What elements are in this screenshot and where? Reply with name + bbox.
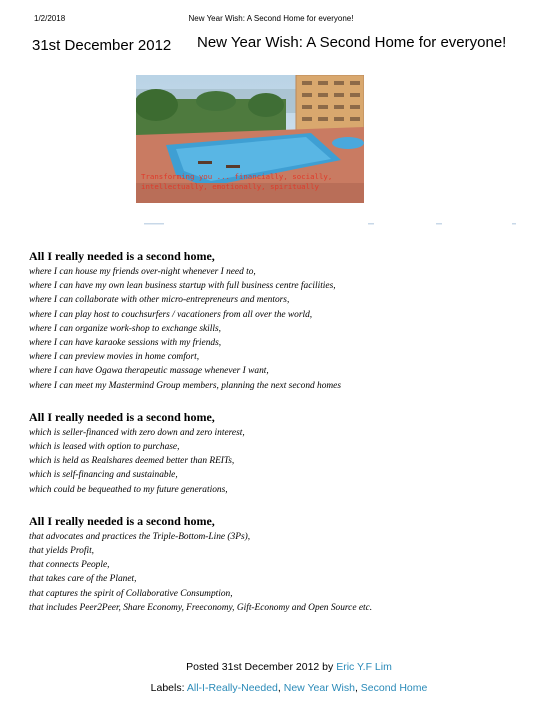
author-link[interactable]: Eric Y.F Lim [336,661,392,673]
list-item: where I can organize work-shop to exchange skills, [29,323,221,334]
list-item: which is held as Realshares deemed better than REITs, [29,456,235,467]
image-caption-line-1: Transforming you ... financially, socially, [141,172,333,181]
list-item: that captures the spirit of Collaborative Consumption, [29,588,233,599]
print-date: 1/2/2018 [34,14,66,23]
print-title: New Year Wish: A Second Home for everyone! [188,14,354,23]
list-item: where I can play host to couchsurfers / vacationers from all over the world, [29,309,313,320]
list-item: that includes Peer2Peer, Share Economy, Freeconomy, Gift-Economy and Open Source etc. [29,602,373,613]
section-heading: All I really needed is a second home, [29,409,215,424]
list-item: which could be bequeathed to my future generations, [29,484,228,495]
list-item: where I can preview movies in home comfort, [29,352,200,363]
label-link-new-year-wish[interactable]: New Year Wish [283,682,355,694]
section-1 [29,248,509,393]
list-item: where I can meet my Mastermind Group members, planning the next second homes [29,380,341,391]
print-header [0,14,542,26]
label-separator: , [354,682,361,694]
posted-by [0,661,542,673]
labels-prefix: Labels: [150,682,187,694]
section-heading: All I really needed is a second home, [29,513,215,528]
list-item: where I can have karaoke sessions with my friends, [29,338,222,349]
image-caption-line-2: intellectually, emotionally, spiritually [141,181,319,191]
post-image [136,75,364,203]
posted-prefix: Posted 31st December 2012 by [186,661,337,673]
label-separator: , [277,682,284,694]
list-item: that advocates and practices the Triple-Bottom-Line (3Ps), [29,531,251,542]
post-date: 31st December 2012 [32,37,172,54]
list-item: where I can have Ogawa therapeutic massage whenever I want, [29,366,269,377]
list-item: that connects People, [29,560,110,571]
post-labels [0,682,542,694]
list-item: where I can have my own lean business startup with full business centre facilities, [29,281,336,292]
post-title: New Year Wish: A Second Home for everyone! [197,34,507,51]
section-heading: All I really needed is a second home, [29,249,215,263]
list-item: that takes care of the Planet, [29,574,137,585]
list-item: which is self-financing and sustainable, [29,470,178,481]
label-link-second-home[interactable]: Second Home [360,682,428,694]
list-item: where I can house my friends over-night whenever I need to, [29,267,256,277]
list-item: where I can collaborate with other micro-entrepreneurs and mentors, [29,295,290,306]
image-caption [141,172,361,191]
list-item: which is seller-financed with zero down and zero interest, [29,427,245,438]
label-link-all-i-really-needed[interactable]: All-I-Really-Needed [186,682,278,694]
list-item: that yields Profit, [29,546,95,557]
image-divider-dots [136,222,516,226]
section-2 [29,409,509,497]
list-item: which is leased with option to purchase, [29,442,180,453]
article-body [29,248,509,631]
section-3 [29,513,509,615]
